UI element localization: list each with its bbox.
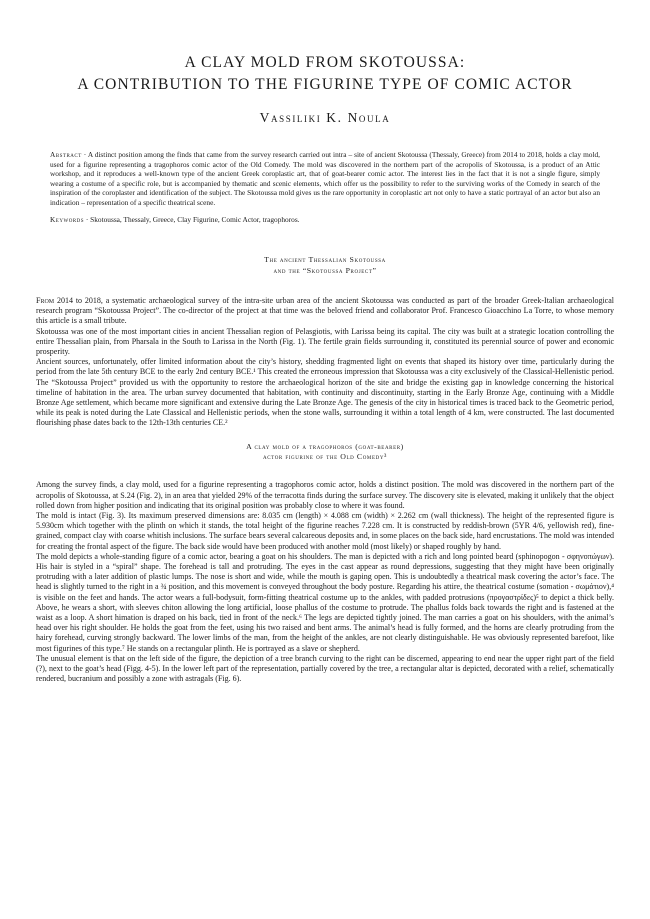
paragraph: Among the survey finds, a clay mold, used for a figurine representing a tragophoros comic actor, holds a distinct position. The mold was discovered in the northern part of the acropolis of Skotoussa, at S.24 (Fig. 2), in an area that yielded 29% of the terracotta finds during the surface survey. The discovery site is elevated, making it unlikely that the object rolled down from higher position and indicating that its original position was probably close to where it was found. xyxy=(36,480,614,510)
section-2-body xyxy=(36,480,614,684)
paragraph: Skotoussa was one of the most important cities in ancient Thessalian region of Pelasgiotis, with Larissa being its capital. The city was built at a strategic location controlling the entire Thessalian plain, from Pharsala in the South to Larissa in the North (Fig. 1). The fertile grain fields surrounding it, constituted its perennial source of power and economic prosperity. xyxy=(36,326,614,356)
abstract-text: · A distinct position among the finds that came from the survey research carried out intra – site of ancient Skotoussa (Thessaly, Greece) from 2014 to 2018, holds a clay mold, used for a figurine representing a tragophoros comic actor of the Old Comedy. The mold was discovered in the northern part of the acropolis of Skotoussa, is a product of an Attic workshop, and it reproduces a well-known type of the ancient Greek coroplastic art, that of goat-bearer comic actor. The interest lies in the fact that it is not a single figure, simply wearing a costume of a specific role, but is accompanied by thematic and scenic elements, which offer us the possibility to refer to the surviving works of the Comedy in search of the inspiration of the coroplaster and identification of the subject. The Skotoussa mold gives us the rare opportunity in coroplastic art not only to have a static portrayal of an actor but also an indication – representation of a specific theatrical scene. xyxy=(50,150,600,207)
abstract-label: Abstract xyxy=(50,150,82,159)
keywords-label: Keywords xyxy=(50,214,85,224)
section-1-body xyxy=(36,296,614,429)
title-line-2: A CONTRIBUTION TO THE FIGURINE TYPE OF COMIC ACTOR xyxy=(77,76,573,93)
abstract xyxy=(50,150,600,208)
section-1-heading-line-1: The ancient Thessalian Skotoussa xyxy=(264,255,386,265)
title-line-1: A CLAY MOLD FROM SKOTOUSSA: xyxy=(184,54,466,71)
paragraph: The mold is intact (Fig. 3). Its maximum preserved dimensions are: 8.035 cm (length) × 4.088 cm (width) × 2.262 cm (wall thickness). The height of the represented figure is 5.930cm which together with the plinth on which it stands, the total height of the figurine reaches 7.228 cm. It is constructed by reddish-brown (5YR 4/6, yellowish red), fine-grained, compact clay with coarse whitish inclusions. The surface bears several calcareous deposits and, in some places on the back side, hard encrustations. The mold was intended for creating the frontal aspect of the figure. The back side would have been produced with another mold (most likely) or shaped roughly by hand. xyxy=(36,511,614,551)
section-2-heading-line-2: actor figurine of the Old Comedy³ xyxy=(262,452,387,462)
paragraph xyxy=(36,296,614,327)
section-heading-2 xyxy=(36,442,614,463)
section-1-heading-line-2: and the “Skotoussa Project” xyxy=(273,265,377,275)
paragraph: The mold depicts a whole-standing figure of a comic actor, bearing a goat on his shoulders. The man is depicted with a rich and long pointed beard (sphinopogon - σφηνοπώγων). His hair is styled in a “spiral” shape. The forehead is tall and protruding. The eyes in the cast appear as round depressions, suggesting that they might have been originally protruding with a later addition of plastic lumps. The nose is short and wide, while the mouth is gaping open. This is undoubtedly a theatrical mask covering the actor’s face. The head is slightly turned to the right in a ¾ position, and this movement is conveyed throughout the body posture. Regarding his attire, the theatrical costume (somation - σωμάτιον),⁴ is visible on the feet and hands. The actor wears a full-bodysuit, form-fitting theatrical costume up to the ankles, with padded protrusions (προγαστρίδες)⁵ to depict a thick belly. Above, he wears a short, with sleeves chiton allowing the long artificial, loose phallus of the costume to protrude. The phallus folds back towards the right and is fastened at the waist as a loop. A short himation is draped on his back, tied in front of the neck.⁶ The legs are depicted tightly joined. The man carries a goat on his shoulders, with the animal’s head over his right shoulder. He holds the goat from the feet, using his two raised and bent arms. The animal’s head is fully formed, and the horns are clearly protruding from the hairy forehead, curving strongly backward. The lower limbs of the man, from the height of the ankles, are not clearly distinguishable. He was obviously represented barefoot, like most figurines of this type.⁷ He stands on a rectangular plinth. He is portrayed as a slave or shepherd. xyxy=(36,551,614,653)
author-name: Vassiliki K. Noula xyxy=(259,110,391,125)
section-heading-1 xyxy=(36,255,614,276)
keywords xyxy=(50,215,600,225)
paragraph: The unusual element is that on the left side of the figure, the depiction of a tree branch curving to the right can be discerned, appearing to end near the upper right part of the field (?), next to the goat’s head (Figg. 4-5). In the lower left part of the representation, partially covered by the tree, a rectangular altar is depicted, decorated with a relief, schematically rendered, bucranium and possibly a zone with astragals (Fig. 6). xyxy=(36,653,614,684)
section-2-heading-line-1: A clay mold of a tragophoros (goat-bearer) xyxy=(246,441,404,451)
paragraph-text: 2014 to 2018, a systematic archaeological survey of the intra-site urban area of the ancient Skotoussa was conducted as part of the broader Greek-Italian archaeological research program “Skotoussa Project”. The co-director of the project at that time was the beloved friend and collaborator Prof. Francesco Gioacchino La Torre, to whose memory this article is a small tribute. xyxy=(36,295,614,326)
paper-title xyxy=(36,52,614,96)
keywords-text: · Skotoussa, Thessaly, Greece, Clay Figurine, Comic Actor, tragophoros. xyxy=(84,214,300,224)
paragraph-lead: From xyxy=(36,295,55,305)
paragraph: Ancient sources, unfortunately, offer limited information about the city’s history, shedding fragmented light on events that shaped its history over time, particularly during the period from the late 5th century BCE to the early 2nd century BCE.¹ This created the erroneous impression that Skotoussa was a city exclusively of the Classical-Hellenistic period. The “Skotoussa Project” provided us with the opportunity to restore the archaeological horizon of the site and bridge the existing gap in knowledge concerning the historical timeline of habitation in the area. The urban survey documented that habitation, with continuity and discontinuity, starting in the Early Bronze Age, continuing with a Middle Bronze Age settlement, which became more significant and extensive during the Late Bronze Age. The genesis of the city in historical times is traced back to the Geometric period, while its peak is noted during the Late Classical and Hellenistic periods, when the stone walls, surrounding it within a total length of 4 km, were constructed. The last documented flourishing phase dates back to the 12th-13th centuries CE.² xyxy=(36,357,614,428)
